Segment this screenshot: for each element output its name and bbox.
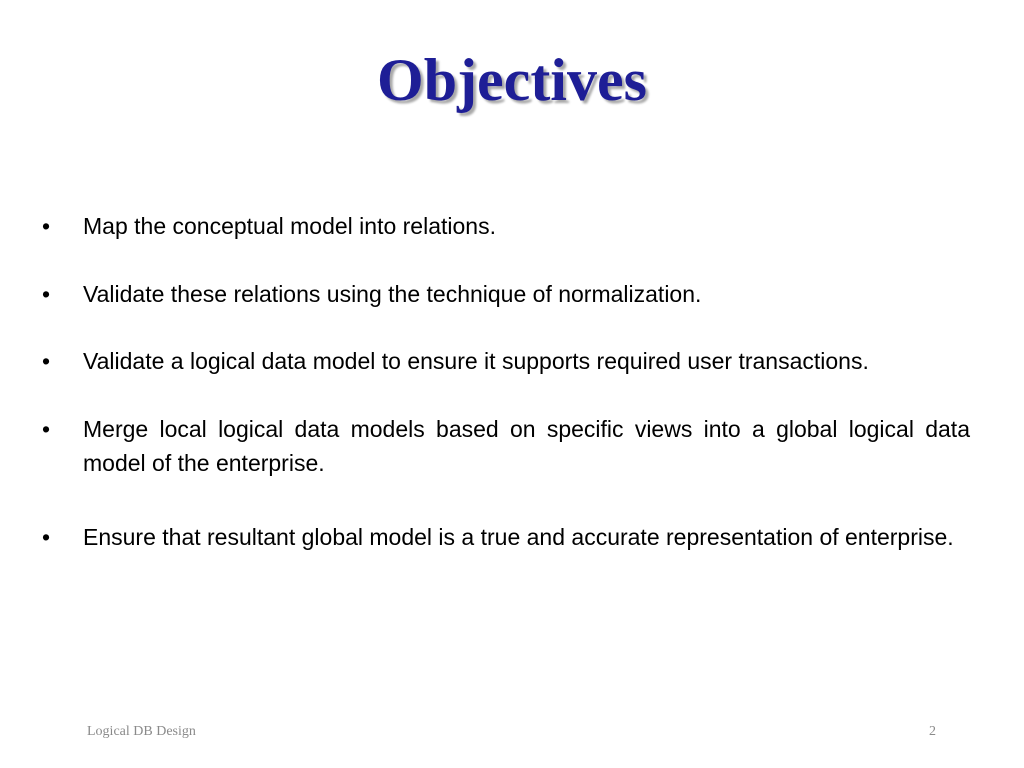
bullet-marker: • (42, 213, 51, 239)
bullet-text: Validate a logical data model to ensure it supports required user transactions. (83, 348, 869, 374)
slide-title: Objectives (377, 47, 647, 113)
page-number: 2 (929, 724, 936, 739)
bullet-marker: • (42, 281, 51, 307)
bullet-text: Merge local logical data models based on specific views into a global logical data model of the enterprise. (83, 416, 970, 476)
bullet-text: Ensure that resultant global model is a true and accurate representation of enterprise. (83, 524, 954, 550)
bullet-marker: • (42, 416, 51, 442)
bullet-marker: • (42, 524, 51, 550)
bullet-item (42, 277, 970, 311)
bullet-text: Validate these relations using the technique of normalization. (83, 281, 702, 307)
bullet-marker: • (42, 348, 51, 374)
bullet-item (42, 209, 970, 243)
bullet-text: Map the conceptual model into relations. (83, 213, 496, 239)
bullet-item (42, 412, 970, 480)
footer-text: Logical DB Design (87, 724, 196, 739)
bullet-item (42, 344, 970, 378)
bullet-item (42, 520, 970, 554)
